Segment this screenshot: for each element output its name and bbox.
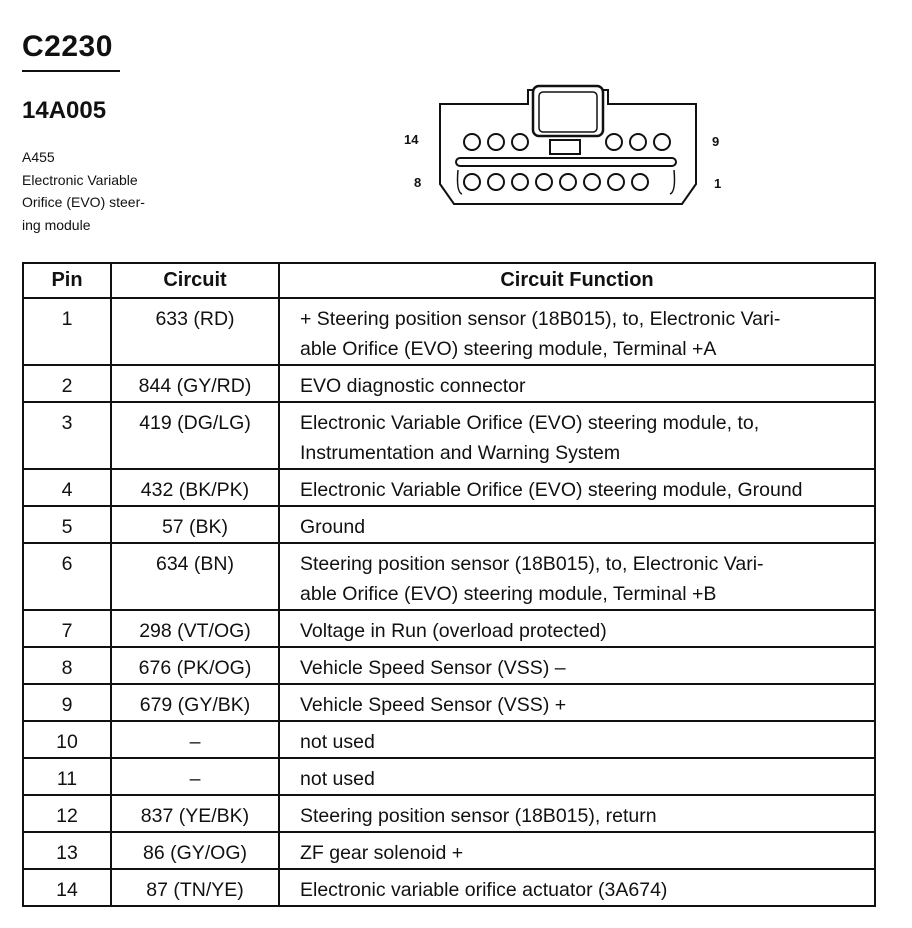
component-description [22, 146, 145, 236]
circuit-code: – [189, 768, 201, 790]
table-row [23, 469, 875, 506]
description-line: ing module [22, 216, 91, 233]
pin-cell [23, 795, 111, 832]
pin-number: 2 [61, 375, 73, 397]
function-text-line: Electronic variable orifice actuator (3A674) [300, 879, 668, 901]
bottom-row-pins [464, 174, 648, 190]
pin-number: 4 [61, 479, 73, 501]
circuit-cell [111, 469, 279, 506]
function-text-line: Electronic Variable Orifice (EVO) steering module, Ground [300, 479, 803, 501]
pin-number: 13 [56, 842, 78, 864]
title-underline [22, 70, 120, 72]
function-cell [279, 298, 875, 365]
function-text-line: ZF gear solenoid + [300, 842, 464, 864]
pin-cell [23, 610, 111, 647]
function-cell [279, 795, 875, 832]
function-text-line: able Orifice (EVO) steering module, Terminal +B [300, 583, 717, 605]
function-text-line: able Orifice (EVO) steering module, Terminal +A [300, 338, 717, 360]
function-cell [279, 684, 875, 721]
circuit-code: 676 (PK/OG) [138, 657, 252, 679]
pin-cell [23, 758, 111, 795]
pin-number: 3 [61, 412, 73, 434]
function-cell [279, 758, 875, 795]
pin-label-1: 1 [714, 176, 722, 191]
circuit-cell [111, 647, 279, 684]
circuit-code: 86 (GY/OG) [142, 842, 248, 864]
table-row [23, 721, 875, 758]
pin-number: 11 [56, 768, 78, 790]
function-text-line: + Steering position sensor (18B015), to, Electronic Vari- [300, 308, 781, 330]
function-cell [279, 721, 875, 758]
circuit-cell [111, 506, 279, 543]
function-text-line: Steering position sensor (18B015), to, Electronic Vari- [300, 553, 764, 575]
function-text-line: Vehicle Speed Sensor (VSS) – [300, 657, 566, 679]
pin-label-8: 8 [414, 175, 422, 190]
function-cell [279, 506, 875, 543]
header-circuit: Circuit [111, 263, 279, 298]
table-row [23, 647, 875, 684]
connector-id: C2230 [22, 30, 113, 63]
circuit-code: 298 (VT/OG) [139, 620, 251, 642]
pin-number: 6 [61, 553, 73, 575]
pin-cell [23, 869, 111, 906]
pin-number: 10 [56, 731, 78, 753]
pin-label-14: 14 [404, 132, 419, 147]
circuit-cell [111, 543, 279, 610]
table-row [23, 758, 875, 795]
pin-number: 1 [61, 308, 73, 330]
table-row [23, 869, 875, 906]
locking-tab [533, 86, 603, 136]
circuit-code: 432 (BK/PK) [140, 479, 250, 501]
function-text-line: EVO diagnostic connector [300, 375, 526, 397]
circuit-cell [111, 684, 279, 721]
circuit-cell [111, 610, 279, 647]
function-text-line: not used [300, 731, 375, 753]
circuit-code: 679 (GY/BK) [139, 694, 251, 716]
table-row [23, 402, 875, 469]
circuit-code: 419 (DG/LG) [139, 412, 251, 434]
circuit-cell [111, 758, 279, 795]
pin-number: 7 [61, 620, 73, 642]
circuit-code: 87 (TN/YE) [146, 879, 244, 901]
circuit-code: 57 (BK) [161, 516, 229, 538]
function-cell [279, 402, 875, 469]
function-cell [279, 832, 875, 869]
connector-face-diagram [400, 84, 730, 214]
pin-number: 9 [61, 694, 73, 716]
table-row [23, 610, 875, 647]
table-row [23, 506, 875, 543]
table-row [23, 795, 875, 832]
pin-cell [23, 365, 111, 402]
function-cell [279, 365, 875, 402]
circuit-code: 634 (BN) [155, 553, 235, 575]
function-text-line: Electronic Variable Orifice (EVO) steering module, to, [300, 412, 760, 434]
table-header-row [23, 263, 875, 298]
key-slot [550, 140, 580, 154]
function-text-line: Steering position sensor (18B015), return [300, 805, 657, 827]
pin-number: 12 [56, 805, 78, 827]
circuit-cell [111, 298, 279, 365]
function-cell [279, 610, 875, 647]
pin-cell [23, 647, 111, 684]
circuit-cell [111, 832, 279, 869]
circuit-cell [111, 365, 279, 402]
pin-cell [23, 721, 111, 758]
circuit-cell [111, 402, 279, 469]
pin-cell [23, 832, 111, 869]
function-cell [279, 869, 875, 906]
divider-rib [456, 158, 676, 166]
circuit-code: 844 (GY/RD) [138, 375, 252, 397]
function-cell [279, 543, 875, 610]
pin-cell [23, 402, 111, 469]
function-cell [279, 647, 875, 684]
function-text-line: Vehicle Speed Sensor (VSS) + [300, 694, 567, 716]
circuit-code: – [189, 731, 201, 753]
function-text-line: Voltage in Run (overload protected) [300, 620, 607, 642]
pin-label-9: 9 [712, 134, 720, 149]
part-number: 14A005 [22, 97, 107, 124]
circuit-code: 837 (YE/BK) [140, 805, 250, 827]
description-line: Electronic Variable [22, 171, 138, 188]
pin-number: 8 [61, 657, 73, 679]
pin-cell [23, 506, 111, 543]
circuit-cell [111, 721, 279, 758]
table-row [23, 832, 875, 869]
header-pin: Pin [23, 263, 111, 298]
description-line: A455 [22, 149, 55, 165]
function-text-line: not used [300, 768, 375, 790]
function-text-line: Ground [300, 516, 366, 538]
pin-cell [23, 543, 111, 610]
pin-cell [23, 469, 111, 506]
circuit-cell [111, 795, 279, 832]
circuit-cell [111, 869, 279, 906]
function-cell [279, 469, 875, 506]
pin-cell [23, 684, 111, 721]
pin-number: 5 [61, 516, 73, 538]
header-function: Circuit Function [279, 263, 875, 298]
circuit-code: 633 (RD) [155, 308, 235, 330]
pin-cell [23, 298, 111, 365]
table-row [23, 684, 875, 721]
table-row [23, 543, 875, 610]
pin-number: 14 [56, 879, 78, 901]
pinout-table [22, 262, 876, 907]
function-text-line: Instrumentation and Warning System [300, 442, 621, 464]
description-line: Orifice (EVO) steer- [22, 194, 145, 210]
table-row [23, 365, 875, 402]
table-row [23, 298, 875, 365]
